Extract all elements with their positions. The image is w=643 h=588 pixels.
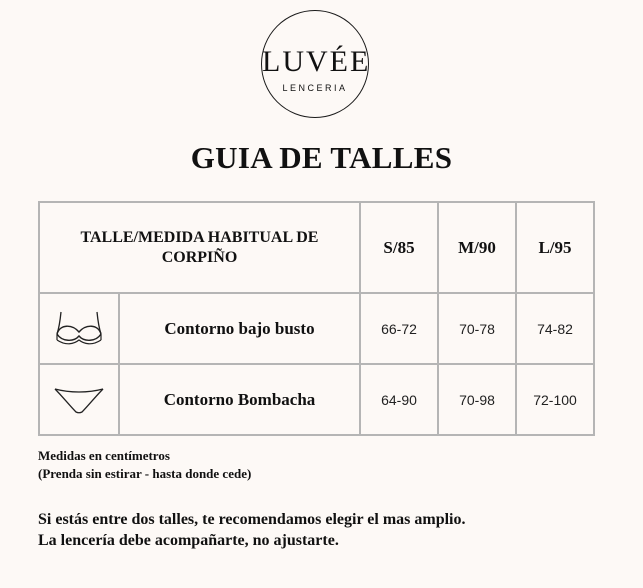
brand-name: LUVÉE [262, 45, 371, 78]
value-cell: 72-100 [516, 364, 594, 435]
table-row [39, 293, 594, 364]
value-cell: 70-98 [438, 364, 516, 435]
size-guide-table [38, 201, 595, 436]
panty-icon [52, 384, 106, 416]
value-cell: 64-90 [360, 364, 438, 435]
stretch-note: (Prenda sin estirar - hasta donde cede) [38, 466, 252, 481]
value-cell: 74-82 [516, 293, 594, 364]
value-cell: 70-78 [438, 293, 516, 364]
header-label: TALLE/MEDIDA HABITUAL DE CORPIÑO [80, 228, 319, 266]
size-header-l: L/95 [516, 202, 594, 293]
page-title: GUIA DE TALLES [190, 140, 453, 175]
table-row [39, 364, 594, 435]
panty-icon-cell [39, 364, 119, 435]
row-label: Contorno Bombacha [119, 364, 360, 435]
brand-subtitle: LENCERIA [282, 83, 348, 93]
size-header-s: S/85 [360, 202, 438, 293]
bra-icon [52, 308, 106, 350]
table-header-row [39, 202, 594, 293]
header-label-cell [39, 202, 360, 293]
size-header-m: M/90 [438, 202, 516, 293]
size-tip: Si estás entre dos talles, te recomendamos elegir el mas amplio. [38, 511, 466, 528]
units-note: Medidas en centímetros [38, 448, 170, 463]
value-cell: 66-72 [360, 293, 438, 364]
row-label: Contorno bajo busto [119, 293, 360, 364]
brand-logo [261, 10, 369, 118]
fit-tip: La lencería debe acompañarte, no ajustarte. [38, 532, 339, 549]
bra-icon-cell [39, 293, 119, 364]
